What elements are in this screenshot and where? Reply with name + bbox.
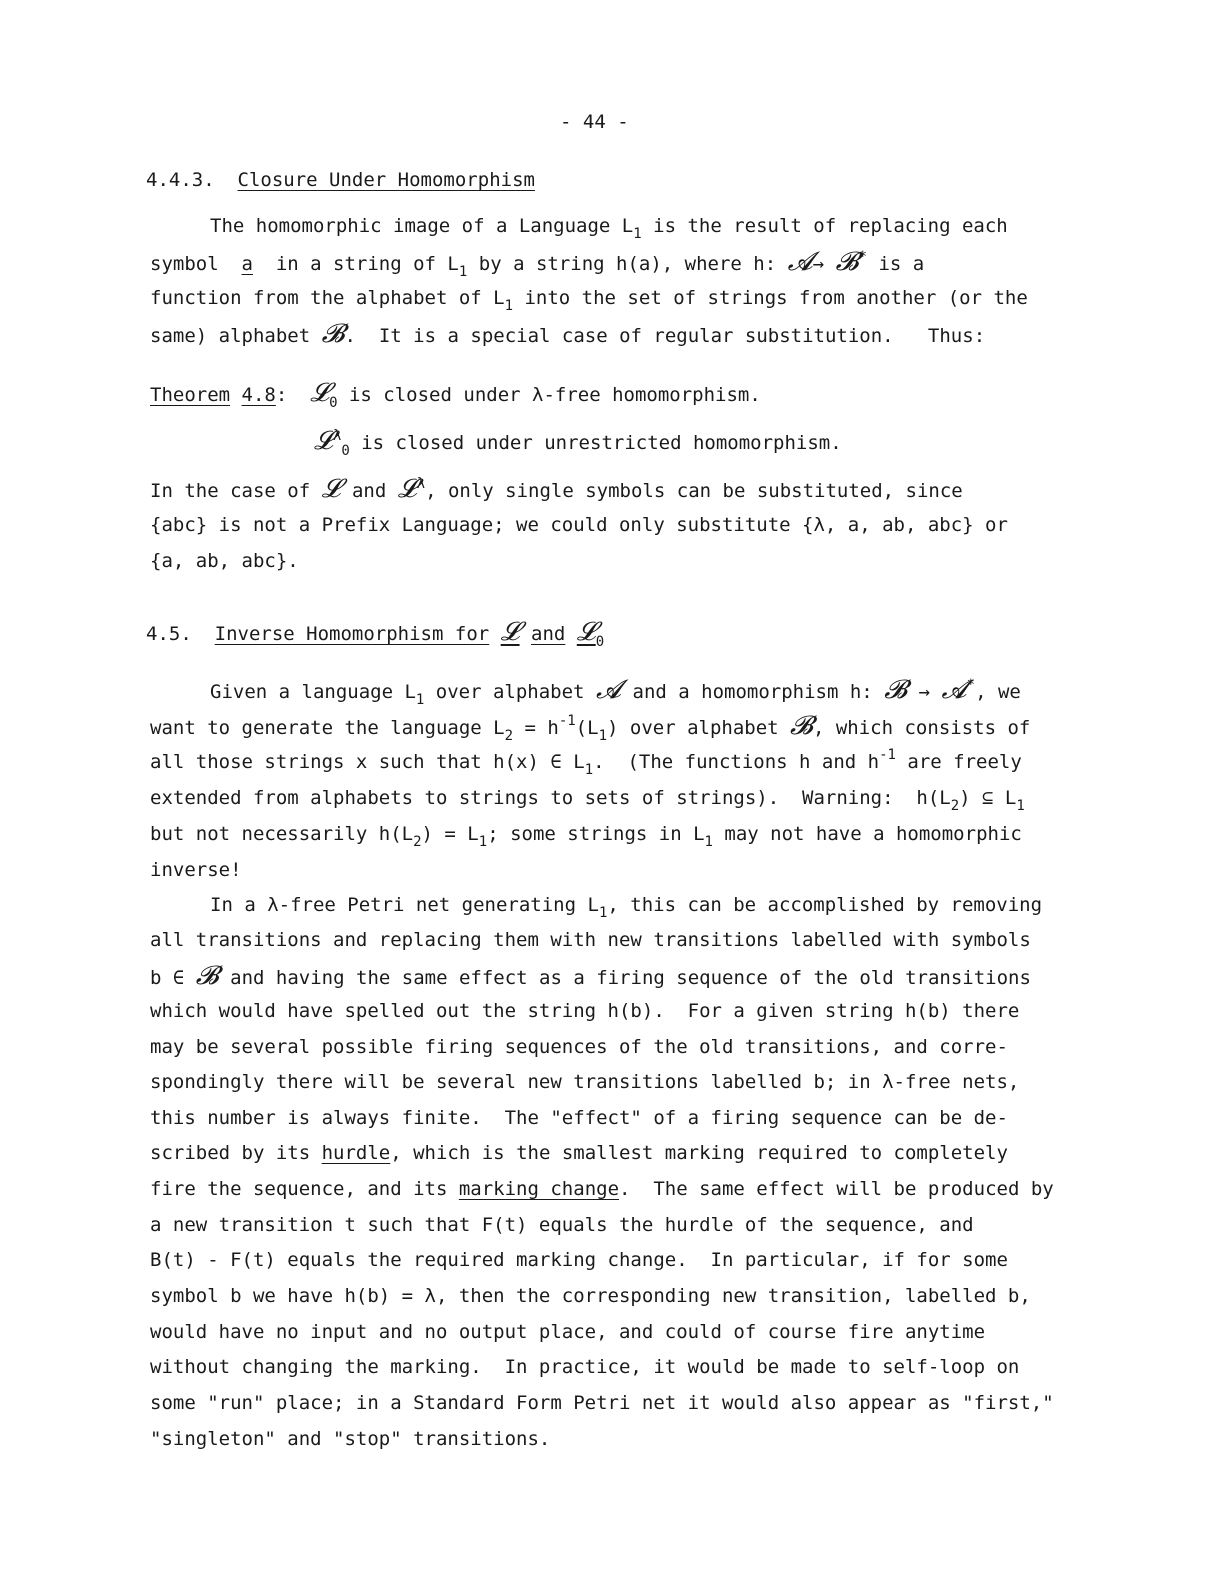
- script-L-symbol: 𝓛: [576, 617, 596, 647]
- text-line: symbol a in a string of $L_1$ by a string h(a), where h: 𝓐→ 𝓑* is a: [150, 247, 925, 280]
- script-B-symbol: 𝓑: [835, 247, 859, 277]
- text-line: may be several possible firing sequences of the old transitions, and corre-: [150, 1036, 1008, 1058]
- section-title: Inverse Homomorphism for: [214, 623, 490, 645]
- text-line: In a λ-free Petri net generating $L_1$, this can be accomplished by removing: [210, 894, 1043, 921]
- section-heading-4-5: 4.5. Inverse Homomorphism for 𝓛 and 𝓛$_0$: [146, 617, 605, 650]
- text-line: want to generate the language $L_2 = h^{-1}(L_1)$ over alphabet 𝓑, which consists of: [150, 711, 1031, 744]
- text-line: Given a language $L_1$ over alphabet 𝓐 and a homomorphism h: 𝓑 → 𝓐*, we: [210, 675, 1021, 708]
- text-line: would have no input and no output place, and could of course fire anytime: [150, 1321, 986, 1343]
- text-line: spondingly there will be several new transitions labelled b; in λ-free nets,: [150, 1071, 1020, 1093]
- text-line: B(t) - F(t) equals the required marking change. In particular, if for some: [150, 1249, 1008, 1271]
- text-line: same) alphabet 𝓑. It is a special case of regular substitution. Thus:: [150, 319, 986, 349]
- text-line: "singleton" and "stop" transitions.: [150, 1428, 551, 1450]
- text-line: all those strings x such that h(x) ∈ $L_1$. (The functions h and $h^{-1}$ are freely: [150, 747, 1022, 778]
- section-heading-4-4-3: [146, 168, 535, 192]
- text-line: but not necessarily $h(L_2) = L_1$; some strings in $L_1$ may not have a homomorphic: [150, 823, 1022, 850]
- text-line: a new transition t such that F(t) equals the hurdle of the sequence, and: [150, 1214, 974, 1236]
- text-line: without changing the marking. In practice, it would be made to self-loop on: [150, 1356, 1020, 1378]
- page-number: - 44 -: [560, 111, 629, 133]
- script-A-symbol: 𝓐: [787, 247, 813, 277]
- theorem-label: Theorem: [150, 384, 231, 406]
- text-line: function from the alphabet of $L_1$ into the set of strings from another (or the: [150, 287, 1028, 314]
- text-line: which would have spelled out the string h(b). For a given string h(b) there: [150, 1000, 1020, 1022]
- text-line: In the case of 𝓛 and 𝓛$^\lambda$, only single symbols can be substituted, since: [150, 474, 963, 504]
- theorem-line-2: 𝓛$^\lambda_0$ is closed under unrestricted homomorphism.: [314, 426, 842, 459]
- text-line: fire the sequence, and its marking change. The same effect will be produced by: [150, 1178, 1054, 1200]
- script-L-symbol: 𝓛: [310, 378, 330, 408]
- script-B-symbol: 𝓑: [790, 711, 813, 741]
- text-line: extended from alphabets to strings to sets of strings). Warning: $h(L_2)$ ⊆ $L_1$: [150, 787, 1025, 814]
- text-line: {abc} is not a Prefix Language; we could only substitute {λ, a, ab, abc} or: [150, 514, 1008, 536]
- term-hurdle: hurdle: [321, 1142, 391, 1164]
- section-number: 4.5.: [146, 623, 192, 645]
- script-B-symbol: 𝓑: [195, 961, 219, 991]
- script-A-symbol: 𝓐: [941, 675, 967, 705]
- script-L-symbol: 𝓛: [397, 474, 417, 504]
- script-L-symbol: 𝓛: [314, 426, 333, 456]
- script-B-symbol: 𝓑: [321, 319, 345, 349]
- section-number: 4.4.3.: [146, 169, 215, 191]
- text-line: inverse!: [150, 859, 242, 881]
- text-line: symbol b we have h(b) = λ, then the corresponding new transition, labelled b,: [150, 1285, 1031, 1307]
- script-L-symbol: 𝓛: [321, 474, 341, 504]
- theorem-number: 4.8: [241, 384, 276, 406]
- section-title: Closure Under Homomorphism: [237, 169, 535, 191]
- text-line: {a, ab, abc}.: [150, 550, 299, 572]
- text-line: b ∈ 𝓑 and having the same effect as a firing sequence of the old transitions: [150, 961, 1031, 991]
- text-line: some "run" place; in a Standard Form Petri net it would also appear as "first,": [150, 1392, 1054, 1414]
- text-line: The homomorphic image of a Language $L_1$ is the result of replacing each: [210, 215, 1008, 242]
- text-line: this number is always finite. The "effect" of a firing sequence can be de-: [150, 1107, 1008, 1129]
- text-line: all transitions and replacing them with new transitions labelled with symbols: [150, 929, 1031, 951]
- script-B-symbol: 𝓑: [884, 675, 908, 705]
- text-line: scribed by its hurdle, which is the smallest marking required to completely: [150, 1142, 1008, 1164]
- script-A-symbol: 𝓐: [595, 675, 622, 705]
- theorem-line-1: Theorem 4.8: 𝓛$_0$ is closed under λ-free homomorphism.: [150, 378, 761, 411]
- script-L-symbol: 𝓛: [500, 617, 520, 647]
- term-marking-change: marking change: [458, 1178, 620, 1200]
